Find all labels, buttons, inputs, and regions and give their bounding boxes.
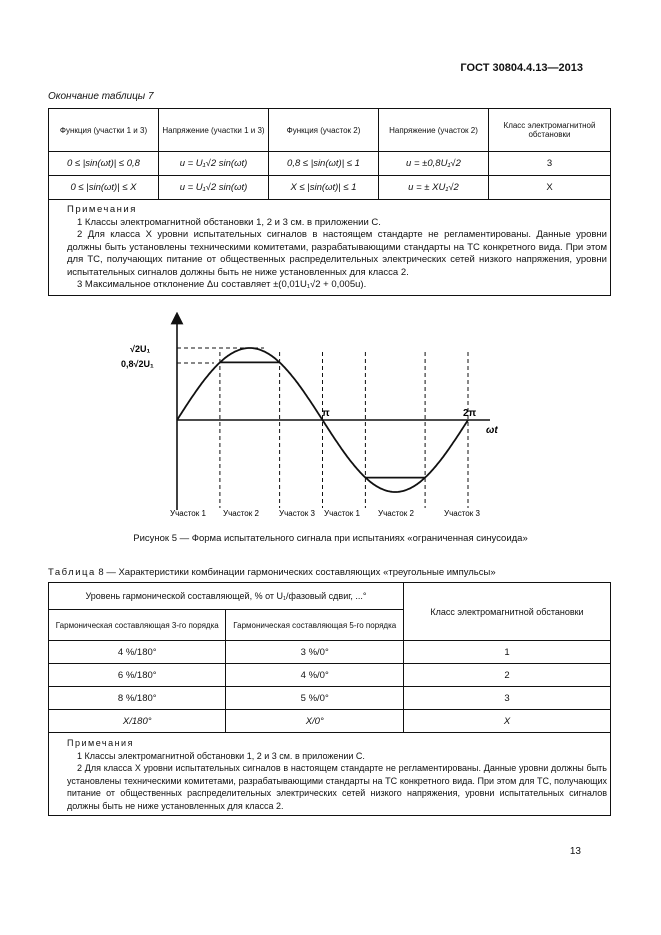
notes-row <box>49 200 611 296</box>
figure-5-waveform <box>118 312 498 522</box>
x-label-pi: π <box>322 408 330 419</box>
group-header: Уровень гармонической составляющей, % от U₁/фазовый сдвиг, ...° <box>49 583 404 610</box>
header-cell: Класс электромагнитной обстановки <box>403 583 610 641</box>
note-1: 1 Классы электромагнитной обстановки 1, 2 и 3 см. в приложении С. <box>77 216 381 228</box>
table-cell: 3 <box>489 152 611 176</box>
table-header-row <box>49 109 611 152</box>
segment-label: Участок 2 <box>378 509 414 518</box>
note-3: 3 Максимальное отклонение Δu составляет ±(0,01U₁√2 + 0,005u). <box>77 279 367 290</box>
table-cell: X <box>403 710 610 733</box>
table-cell: u = ±0,8U₁√2 <box>379 152 489 176</box>
note-2: 2 Для класса X уровни испытательных сигналов в настоящем стандарте не регламентированы. Данные уровни должны быть установлены техническими комитетами, разрабатывающими стандарты на ТС конкретного вида. При этом для ТС, получающих питание от общественных распределительных электрических сетей низкого напряжения, уровни испытательных сигналов должны быть не ниже установленных для класса 2. <box>67 763 607 811</box>
notes-row <box>49 733 611 816</box>
table-7 <box>48 108 611 296</box>
table-cell: X <box>489 176 611 200</box>
table-cell: X ≤ |sin(ωt)| ≤ 1 <box>269 176 379 200</box>
notes-heading: Примечания <box>67 738 134 748</box>
table-cell: 1 <box>403 641 610 664</box>
table-cell: 0 ≤ |sin(ωt)| ≤ X <box>49 176 159 200</box>
table8-notes <box>49 733 611 816</box>
header-cell: Напряжение (участки 1 и 3) <box>159 109 269 152</box>
header-cell: Функция (участки 1 и 3) <box>49 109 159 152</box>
table-cell: 5 %/0° <box>226 687 403 710</box>
segment-label: Участок 1 <box>324 509 360 518</box>
table-cell: u = U₁√2 sin(ωt) <box>159 152 269 176</box>
page-number: 13 <box>569 846 581 857</box>
x-axis-label: ωt <box>486 425 498 436</box>
table-cell: 0 ≤ |sin(ωt)| ≤ 0,8 <box>49 152 159 176</box>
table-cell: 8 %/180° <box>49 687 226 710</box>
table-row <box>49 176 611 200</box>
table8-caption-text: 8 — Характеристики комбинации гармонических составляющих «треугольные импульсы» <box>98 567 496 578</box>
table-cell: u = U₁√2 sin(ωt) <box>159 176 269 200</box>
table-cell: 4 %/180° <box>49 641 226 664</box>
table-cell: 3 <box>403 687 610 710</box>
y-label-peak: √2U₁ <box>130 344 151 354</box>
table-cell: 0,8 ≤ |sin(ωt)| ≤ 1 <box>269 152 379 176</box>
y-label-clip: 0,8√2U₁ <box>121 359 154 369</box>
header-cell: Класс электромагнитной обстановки <box>489 109 611 152</box>
header-cell: Гармоническая составляющая 5-го порядка <box>226 610 403 641</box>
table-8 <box>48 582 611 816</box>
table-header-row <box>49 583 611 610</box>
standard-designation: ГОСТ 30804.4.13—2013 <box>460 62 583 74</box>
table-cell: 6 %/180° <box>49 664 226 687</box>
note-1: 1 Классы электромагнитной обстановки 1, 2 и 3 см. в приложении С. <box>77 750 365 761</box>
table-row <box>49 152 611 176</box>
segment-label: Участок 3 <box>444 509 480 518</box>
header-cell: Функция (участок 2) <box>269 109 379 152</box>
table-cell: 3 %/0° <box>226 641 403 664</box>
table7-notes <box>49 200 611 296</box>
table-cell: X/180° <box>49 710 226 733</box>
table-row <box>49 710 611 733</box>
table8-caption <box>48 567 496 578</box>
table8-caption-prefix: Таблица <box>48 567 96 578</box>
notes-heading: Примечания <box>67 204 137 215</box>
figure-caption: Рисунок 5 — Форма испытательного сигнала при испытаниях «ограниченная синусоида» <box>133 533 528 544</box>
table-cell: 2 <box>403 664 610 687</box>
table-row <box>49 641 611 664</box>
x-label-2pi: 2π <box>463 408 477 419</box>
segment-label: Участок 2 <box>223 509 259 518</box>
table7-caption: Окончание таблицы 7 <box>48 91 154 102</box>
table-row <box>49 687 611 710</box>
segment-boundaries <box>220 352 468 508</box>
segment-label: Участок 3 <box>279 509 315 518</box>
table-row <box>49 664 611 687</box>
table-cell: 4 %/0° <box>226 664 403 687</box>
header-cell: Напряжение (участок 2) <box>379 109 489 152</box>
table-cell: u = ± XU₁√2 <box>379 176 489 200</box>
note-2: 2 Для класса X уровни испытательных сигналов в настоящем стандарте не регламентированы. Данные уровни должны быть установлены техническими комитетами, разрабатывающими стандарты на ТС конкретного вида. При этом для ТС, получающих питание от общественных распределительных электрических сетей низкого напряжения, уровни испытательных сигналов должны быть не ниже установленных для класса 2. <box>67 229 607 278</box>
segment-label: Участок 1 <box>170 509 206 518</box>
table-cell: X/0° <box>226 710 403 733</box>
header-cell: Гармоническая составляющая 3-го порядка <box>49 610 226 641</box>
